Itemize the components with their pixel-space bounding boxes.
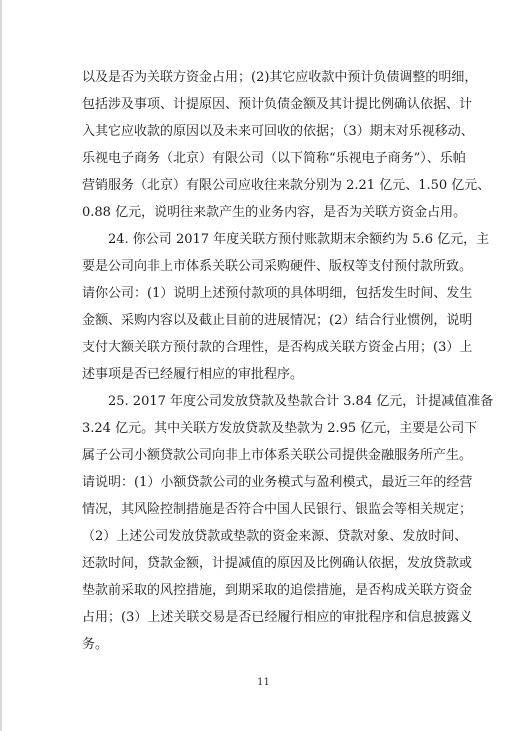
paragraph-item-25 — [82, 388, 494, 658]
text-line: 金额、采购内容以及截止目前的进展情况；(2）结合行业惯例，说明 — [82, 313, 473, 328]
text-line: 25. 2017 年度公司发放贷款及垫款合计 3.84 亿元，计提减值准备 — [108, 394, 494, 409]
text-line: 情况，其风险控制措施是否符合中国人民银行、银监会等相关规定； — [82, 502, 473, 517]
text-line: 0.88 亿元，说明往来款产生的业务内容，是否为关联方资金占用。 — [82, 205, 467, 220]
page-edge — [0, 0, 2, 731]
text-line: 3.24 亿元。其中关联方发放贷款及垫款为 2.95 亿元，主要是公司下 — [82, 421, 478, 436]
text-line: 占用；(3）上述关联交易是否已经履行相应的审批程序和信息披露义 — [82, 610, 473, 625]
text-line: 述事项是否已经履行相应的审批程序。 — [82, 367, 304, 382]
text-line: 营销服务（北京）有限公司应收往来款分别为 2.21 亿元、1.50 亿元、 — [82, 178, 491, 193]
text-line: 以及是否为关联方资金占用；(2)其它应收款中预计负债调整的明细， — [82, 70, 478, 85]
paragraph-item-24 — [82, 226, 490, 388]
body-text — [82, 64, 494, 658]
text-line: 务。 — [82, 637, 109, 652]
text-line: 24. 你公司 2017 年度关联方预付账款期末余额约为 5.6 亿元，主 — [108, 232, 490, 247]
text-line: 包括涉及事项、计提原因、预计负债金额及其计提比例确认依据、计 — [82, 97, 473, 112]
text-line: 垫款前采取的风控措施，到期采取的追偿措施，是否构成关联方资金 — [82, 583, 473, 598]
text-line: 入其它应收款的原因以及未来可回收的依据；（3）期末对乐视移动、 — [82, 124, 474, 139]
text-line: 还款时间，贷款金额，计提减值的原因及比例确认依据，发放贷款或 — [82, 556, 473, 571]
text-line: 请你公司：(1）说明上述预付款项的具体明细，包括发生时间、发生 — [82, 286, 473, 301]
page-number: 11 — [257, 677, 270, 688]
text-line: 请说明：(1）小额贷款公司的业务模式与盈利模式，最近三年的经营 — [82, 475, 473, 490]
paragraph-continuation — [82, 64, 491, 226]
text-line: 属子公司小额贷款公司向非上市体系关联公司提供金融服务所产生。 — [82, 448, 473, 463]
text-line: 支付大额关联方预付款的合理性，是否构成关联方资金占用；(3）上 — [82, 340, 473, 355]
text-line: 乐视电子商务（北京）有限公司（以下简称“乐视电子商务”）、乐帕 — [82, 151, 466, 166]
text-line: 要是公司向非上市体系关联公司采购硬件、版权等支付预付款所致。 — [82, 259, 473, 274]
text-line: （2）上述公司发放贷款或垫款的资金来源、贷款对象、发放时间、 — [82, 529, 468, 544]
